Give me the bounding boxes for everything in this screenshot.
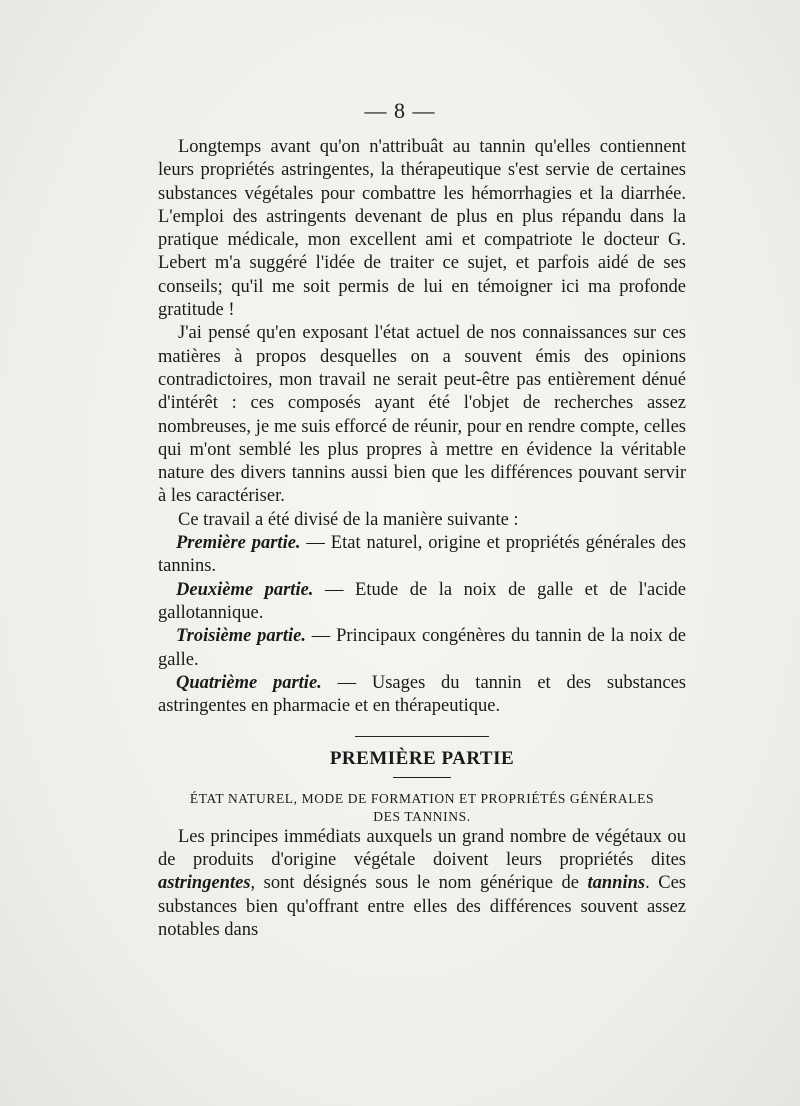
part-text: — Principaux congénères du tannin de la noix de galle. — [158, 626, 687, 670]
closing-text-2: , sont désignés sous le nom générique de — [250, 873, 588, 894]
section-title: PREMIÈRE PARTIE — [329, 748, 515, 770]
section-subtitle-line-2: DES TANNINS. — [373, 808, 471, 824]
term-tannins: tannins — [587, 873, 646, 894]
division-intro: Ce travail a été divisé de la manière suivante : — [178, 509, 519, 530]
section-divider — [355, 736, 489, 737]
part-item — [158, 579, 686, 626]
part-item — [158, 532, 686, 579]
part-label: Quatrième partie. — [176, 672, 322, 693]
part-text: — Usages du tannin et des substances astringentes en pharmacie et en thérapeutique. — [158, 672, 686, 717]
intro-paragraph: Longtemps avant qu'on n'attribuât au tannin qu'elles contiennent leurs propriétés astringentes, la thérapeutique s'est servie de certaines substances végétales pour combattre les hémorrhagies et la diarrhée. L'emploi des astringents devenant de plus en plus répandu dans la pratique médicale, mon excellent ami et compatriote le docteur G. Lebert m'a suggéré l'idée de traiter ce sujet, et parfois aidé de ses conseils; qu'il me soit permis de lui en témoigner ici ma profonde gratitude ! — [158, 137, 686, 321]
part-label: Première partie. — [176, 533, 301, 554]
part-text: — Etat naturel, origine et propriétés générales des tannins. — [158, 533, 686, 577]
closing-text-3: . Ces substances bien qu'offrant entre elles des différences souvent assez notables dans — [158, 873, 686, 940]
part-label: Troisième partie. — [176, 626, 306, 647]
second-paragraph: J'ai pensé qu'en exposant l'état actuel de nos connaissances sur ces matières à propos desquelles on a souvent émis des opinions contradictoires, mon travail ne serait peut-être pas entièrement dénué d'intérêt : ces composés ayant été l'objet de recherches assez nombreuses, je me suis efforcé de réunir, pour en rendre compte, celles qui m'ont semblé les plus propres à mettre en évidence la véritable nature des divers tannins aussi bien que les différences pouvant servir à les caractériser. — [158, 323, 686, 507]
closing-paragraph — [158, 826, 686, 942]
part-text: — Etude de la noix de galle et de l'acide gallotannique. — [158, 579, 687, 623]
part-item — [158, 625, 686, 672]
section-subtitle-line-1: ÉTAT NATUREL, MODE DE FORMATION ET PROPRIÉTÉS GÉNÉRALES — [189, 790, 655, 806]
term-astringentes: astringentes — [158, 873, 251, 894]
page-number: — 8 — — [364, 98, 436, 123]
section-subtitle — [158, 790, 686, 826]
closing-text-1: Les principes immédiats auxquels un grand nombre de végétaux ou de produits d'origine végétale doivent leurs propriétés dites — [158, 826, 686, 871]
part-label: Deuxième partie. — [176, 579, 314, 600]
title-underline — [393, 777, 451, 778]
page-body — [158, 136, 686, 942]
part-item — [158, 672, 686, 719]
